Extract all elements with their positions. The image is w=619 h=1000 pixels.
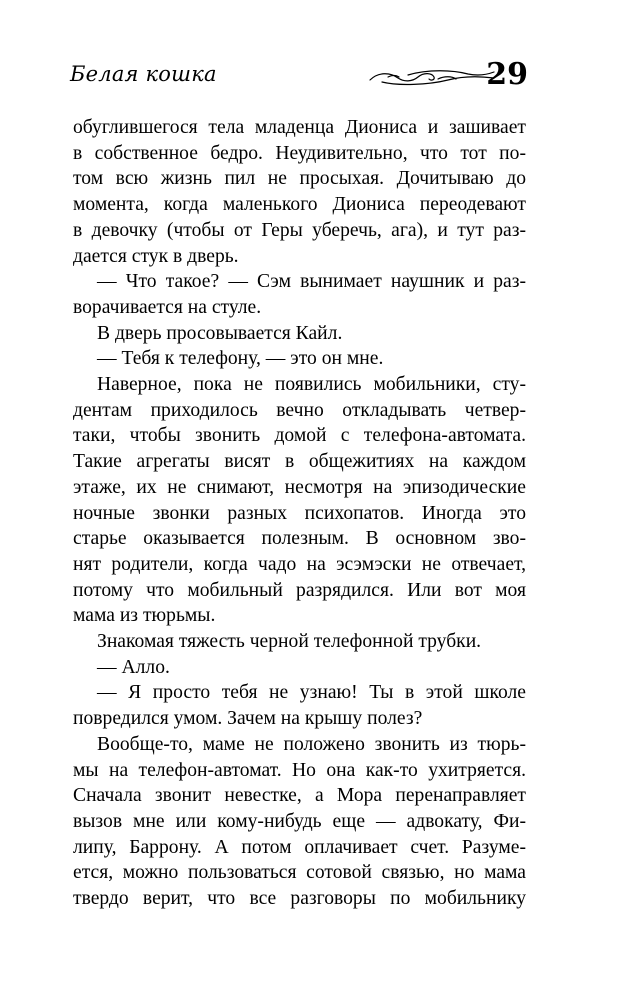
body-text (73, 115, 526, 912)
text-line: вызов мне или кому-нибудь еще — адвокату, Фи- (73, 810, 526, 832)
text-line: мы на телефон-автомат. Но она как-то ухитряется. (73, 759, 526, 781)
text-line: Сначала звонит невестке, а Мора перенаправляет (73, 785, 526, 807)
text-line: в девочку (чтобы от Геры уберечь, ага), и тут раз- (73, 219, 526, 241)
text-line: — Тебя к телефону, — это он мне. (97, 348, 384, 370)
text-line: старье оказывается полезным. В основном зво- (73, 528, 526, 550)
text-line: дается стук в дверь. (73, 245, 239, 267)
text-line: повредился умом. Зачем на крышу полез? (73, 708, 423, 730)
text-line: нят родители, когда чадо на эсэмэски не отвечает, (73, 553, 526, 575)
text-line: — Я просто тебя не узнаю! Ты в этой школе (97, 682, 526, 704)
text-line: потому что мобильный разрядился. Или вот моя (73, 579, 526, 601)
page-header (70, 58, 528, 94)
text-line: ворачивается на стуле. (73, 296, 262, 318)
text-line: твердо верит, что все разговоры по мобильнику (73, 888, 526, 910)
flourish-ornament-icon (368, 66, 496, 88)
text-line: Знакомая тяжесть черной телефонной трубки. (97, 631, 482, 653)
text-line: В дверь просовывается Кайл. (97, 322, 343, 344)
text-line: ночные звонки разных психопатов. Иногда это (73, 502, 526, 524)
running-title: Белая кошка (70, 62, 217, 86)
text-line: обуглившегося тела младенца Диониса и зашивает (73, 117, 526, 138)
text-line: в собственное бедро. Неудивительно, что тот по- (73, 142, 526, 164)
text-line: этаже, их не снимают, несмотря на эпизодические (73, 476, 526, 498)
page-number: 29 (486, 57, 528, 92)
text-line: том всю жизнь пил не просыхая. Дочитываю до (73, 168, 526, 190)
text-line: момента, когда маленького Диониса переодевают (73, 194, 526, 216)
text-line: — Алло. (97, 656, 170, 678)
text-line: Такие агрегаты висят в общежитиях на каждом (73, 451, 526, 473)
text-line: мама из тюрьмы. (73, 605, 216, 627)
text-line: — Что такое? — Сэм вынимает наушник и раз- (97, 271, 526, 293)
text-line: таки, чтобы звонить домой с телефона-автомата. (73, 425, 526, 447)
text-line: Наверное, пока не появились мобильники, сту- (97, 374, 526, 396)
text-line: Вообще-то, маме не положено звонить из тюрь- (97, 733, 526, 755)
text-line: липу, Баррону. А потом оплачивает счет. Разуме- (73, 836, 526, 858)
text-line: ется, можно пользоваться сотовой связью, но мама (73, 862, 526, 884)
text-line: дентам приходилось вечно откладывать четвер- (73, 399, 526, 421)
